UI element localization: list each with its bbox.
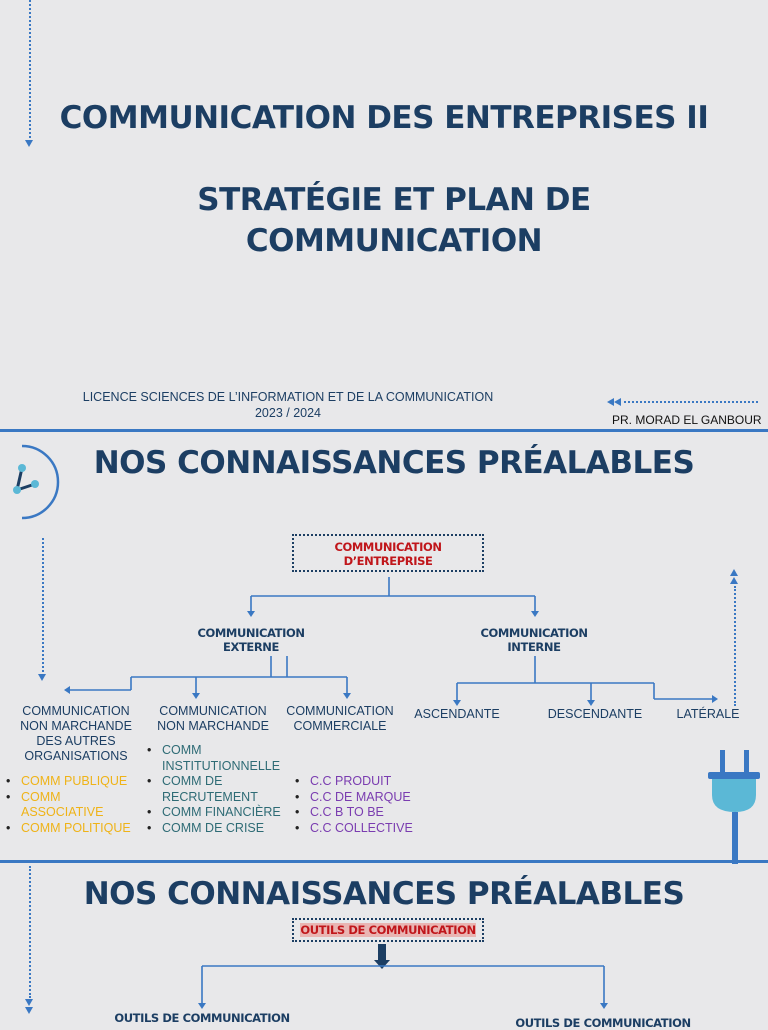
- program-label: LICENCE SCIENCES DE L’INFORMATION ET DE LA COMMUNICATION: [82, 390, 494, 404]
- arrow-down-icon: [38, 674, 46, 681]
- arrow-left-icon: [607, 398, 614, 406]
- node-outils-right: OUTILS DE COMMUNICATION: [515, 1016, 691, 1030]
- arrow-up-icon: [730, 577, 738, 584]
- list-item: • COMM INSTITUTIONNELLE: [147, 743, 272, 774]
- list-non-marchande-organisations: [6, 774, 146, 836]
- node-descendante: DESCENDANTE: [547, 707, 643, 721]
- year-label: 2023 / 2024: [254, 406, 322, 420]
- node-label: DES AUTRES: [36, 734, 116, 748]
- list-item: • COMM DE CRISE: [147, 821, 289, 837]
- slide-1-subtitle-line1: STRATÉGIE ET PLAN DE: [197, 182, 591, 218]
- node-label: COMMERCIALE: [293, 719, 387, 733]
- node-ascendante: ASCENDANTE: [414, 707, 500, 721]
- list-non-marchande: [147, 743, 289, 836]
- list-item: • COMM DE RECRUTEMENT: [147, 774, 262, 805]
- node-label: COMMUNICATION: [159, 704, 267, 718]
- list-commerciale: [295, 774, 435, 836]
- arrow-up-icon: [730, 569, 738, 576]
- decor-dotted-line: [42, 538, 44, 672]
- node-non-marchande-organisations: [10, 704, 142, 764]
- node-label: OUTILS DE COMMUNICATION: [300, 923, 476, 937]
- node-label: COMMUNICATION: [480, 626, 588, 640]
- list-item: • COMM PUBLIQUE: [6, 774, 146, 790]
- node-label: ORGANISATIONS: [24, 749, 128, 763]
- plug-icon: [708, 750, 760, 864]
- slide-divider: [0, 429, 768, 432]
- slide-1-subtitle-line2: COMMUNICATION: [245, 223, 543, 259]
- slide-2-title: NOS CONNAISSANCES PRÉALABLES: [93, 445, 695, 481]
- list-item: • COMM ASSOCIATIVE: [6, 790, 109, 821]
- slide-divider: [0, 860, 768, 863]
- list-item: • COMM POLITIQUE: [6, 821, 146, 837]
- arrow-down-icon: [25, 1007, 33, 1014]
- node-commerciale: [278, 704, 402, 734]
- node-laterale: LATÉRALE: [676, 707, 740, 721]
- node-non-marchande: [148, 704, 278, 734]
- node-outils-left: OUTILS DE COMMUNICATION: [114, 1011, 290, 1025]
- slide-3-title: NOS CONNAISSANCES PRÉALABLES: [83, 876, 685, 912]
- root-node-communication-entreprise: [292, 534, 484, 572]
- arrow-down-icon: [25, 999, 33, 1006]
- decor-dotted-line: [624, 401, 758, 403]
- node-label: NON MARCHANDE: [20, 719, 132, 733]
- list-item: • C.C COLLECTIVE: [295, 821, 435, 837]
- arrow-down-icon: [25, 140, 33, 147]
- author-label: PR. MORAD EL GANBOUR: [612, 413, 762, 427]
- list-item: • COMM FINANCIÈRE: [147, 805, 289, 821]
- node-label: INTERNE: [507, 640, 561, 654]
- root-node-outils-communication: [292, 918, 484, 942]
- node-label: COMMUNICATION: [334, 540, 442, 554]
- arrow-left-icon: [614, 398, 621, 406]
- node-label: D’ENTREPRISE: [343, 554, 433, 568]
- node-label: COMMUNICATION: [197, 626, 305, 640]
- node-label: COMMUNICATION: [22, 704, 130, 718]
- node-communication-interne: [469, 626, 599, 654]
- slide-1-title: COMMUNICATION DES ENTREPRISES II: [59, 100, 709, 136]
- list-item: • C.C PRODUIT: [295, 774, 435, 790]
- node-label: COMMUNICATION: [286, 704, 394, 718]
- node-label: NON MARCHANDE: [157, 719, 269, 733]
- list-item: • C.C B TO BE: [295, 805, 435, 821]
- list-item: • C.C DE MARQUE: [295, 790, 435, 806]
- decor-dotted-line: [734, 586, 736, 706]
- node-label: EXTERNE: [223, 640, 279, 654]
- node-communication-externe: [186, 626, 316, 654]
